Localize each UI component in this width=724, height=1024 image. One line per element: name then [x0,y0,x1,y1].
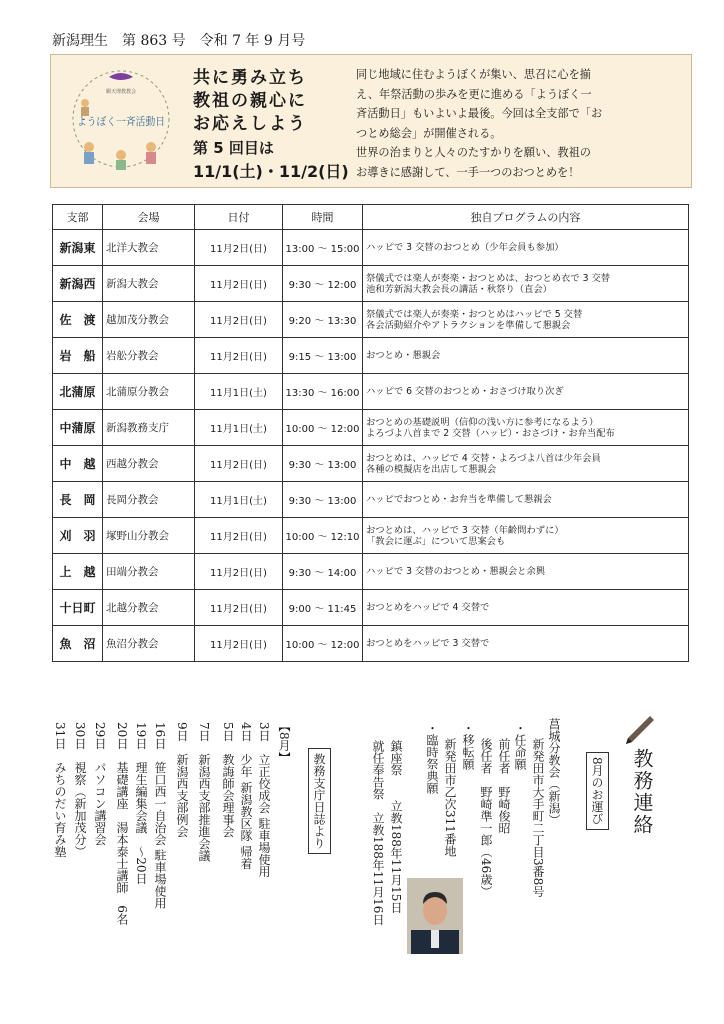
venue-cell: 越加茂分教会 [103,302,195,338]
renraku-line: ・臨時祭典願 [425,722,439,794]
nisshi-line: 4日 少年 新潟教区隊 帰着 [239,722,253,870]
time-cell: 9:30 ～ 14:00 [283,554,363,590]
date-cell: 11月1日(土) [195,410,283,446]
nisshi-line: 30日 視察（新加茂分） [73,722,87,858]
branch-cell: 魚 沼 [53,626,103,662]
program-line: 各会活動紹介やアトラクションを準備して懇親会 [366,319,571,331]
table-row [53,554,689,590]
branch-cell: 上 越 [53,554,103,590]
title-line: お応えしよう [193,114,307,134]
logo-text: ようぼく一斉活動日 [77,115,176,128]
table-row [53,266,689,302]
program-cell [363,554,689,590]
intro-line: え、年祭活動の歩みを更に進める「ようぼく一 [356,87,592,101]
nisshi-line: 9日 新潟西支部例会 [175,722,189,838]
program-line: 祭儀式では楽人が奏楽・おつとめは、おつとめ衣で 3 交替 [366,272,611,284]
branch-cell: 刈 羽 [53,518,103,554]
program-line: ハッピでおつとめ・お弁当を準備して懇親会 [366,494,552,505]
program-line: 池和芳新潟大教会長の講話・秋祭り（直会） [366,283,552,295]
venue-cell: 長岡分教会 [103,482,195,518]
renraku-title: 教務連絡 [630,748,654,836]
program-cell [363,482,689,518]
table-row [53,302,689,338]
branch-cell: 中 越 [53,446,103,482]
header-venue: 会場 [103,205,195,230]
table-row [53,338,689,374]
time-cell: 13:00 ～ 15:00 [283,230,363,266]
time-cell: 9:30 ～ 13:00 [283,446,363,482]
program-line: よろづよ八首まで 2 交替（ハッピ）・おさづけ・お弁当配布 [366,427,615,439]
program-line: ハッピで 3 交替のおつとめ・懇親会と余興 [366,566,546,577]
nisshi-line: 20日 基礎講座 湯本泰士講師 6名 [115,722,129,925]
program-cell [363,266,689,302]
nisshi-title: 教務支庁日誌より [308,748,331,854]
venue-cell: 新潟教務支庁 [103,410,195,446]
program-cell [363,626,689,662]
program-line: ハッピで 6 交替のおつとめ・おさづけ取り次ぎ [366,386,564,397]
nisshi-month: 【8月】 [277,720,291,764]
nisshi-line: 19日 理生編集会議 ～20日 [134,722,148,885]
nisshi-line: 7日 新潟西支部推進会議 [197,722,211,862]
venue-cell: 田端分教会 [103,554,195,590]
logo-caption: 願天理教教会 [105,89,137,95]
round-label: 第 5 回目は [193,139,274,157]
date-cell: 11月2日(日) [195,518,283,554]
time-cell: 9:00 ～ 11:45 [283,590,363,626]
portrait-photo [407,878,463,954]
table-row [53,482,689,518]
program-line: ハッピで 3 交替のおつとめ（少年会員も参加） [366,242,564,253]
title-line: 共に勇み立ち [193,68,307,88]
event-banner [50,54,692,188]
venue-cell: 新潟大教会 [103,266,195,302]
table-row [53,518,689,554]
program-line: おつとめは、ハッピで 3 交替（年齢問わずに） [366,524,564,536]
branch-cell: 岩 船 [53,338,103,374]
program-cell [363,374,689,410]
program-line: 各種の模擬店を出店して懇親会 [366,463,497,475]
program-line: おつとめをハッピで 4 交替で [366,602,490,613]
renraku-line: ・移転願 [461,722,475,770]
branch-cell: 長 岡 [53,482,103,518]
program-line: 「教会に運ぶ」について思案会も [366,535,506,547]
banner-title [193,67,307,136]
event-dates: 11/1(土)・11/2(日) [193,162,349,181]
program-cell [363,410,689,446]
header-time: 時間 [283,205,363,230]
hakobi-label: 8月のお運び [586,752,609,830]
venue-cell: 岩舩分教会 [103,338,195,374]
date-cell: 11月2日(日) [195,626,283,662]
time-cell: 10:00 ～ 12:00 [283,410,363,446]
venue-cell: 北越分教会 [103,590,195,626]
intro-line: 同じ地域に住むようぼくが集い、思召に心を揃 [356,68,591,81]
intro-line: 斉活動日」もいよいよ最後。今回は全支部で「お [356,107,603,120]
date-cell: 11月2日(日) [195,446,283,482]
nisshi-line: 31日 みちのだい育み塾 [53,722,67,858]
date-cell: 11月1日(土) [195,374,283,410]
renraku-line: 前任者 野崎俊昭 [497,738,511,834]
branch-cell: 佐 渡 [53,302,103,338]
date-cell: 11月2日(日) [195,590,283,626]
renraku-line: ・任命願 [513,722,527,770]
renraku-line: 後任者 野崎準一郎（46歳） [479,738,493,898]
table-row [53,446,689,482]
program-cell [363,230,689,266]
renraku-line: 就任奉告祭 立教188年11月16日 [371,740,385,926]
nisshi-line: 29日 パソコン講習会 [93,722,107,846]
program-line: 祭儀式では楽人が奏楽・おつとめはハッピで 5 交替 [366,308,583,320]
branch-cell: 新潟西 [53,266,103,302]
venue-cell: 塚野山分教会 [103,518,195,554]
issue-header: 新潟理生 第 863 号 令和 7 年 9 月号 [52,33,306,49]
program-cell [363,338,689,374]
time-cell: 9:30 ～ 12:00 [283,266,363,302]
table-row [53,230,689,266]
time-cell: 10:00 ～ 12:00 [283,626,363,662]
venue-cell: 西越分教会 [103,446,195,482]
date-cell: 11月2日(日) [195,266,283,302]
venue-cell: 北蒲原分教会 [103,374,195,410]
renraku-line: 鎮座祭 立教188年11月15日 [389,740,403,914]
activity-day-logo [65,63,177,173]
program-line: おつとめの基礎説明（信仰の浅い方に参考になるよう） [366,416,599,428]
date-cell: 11月2日(日) [195,338,283,374]
time-cell: 9:30 ～ 13:00 [283,482,363,518]
nisshi-line: 3日 立正佼成会 駐車場使用 [257,722,271,878]
program-line: おつとめ・懇親会 [366,350,441,361]
branch-cell: 新潟東 [53,230,103,266]
program-cell [363,518,689,554]
renraku-line: 新発田市大手町二丁目3番8号 [531,738,545,898]
header-program: 独自プログラムの内容 [363,205,689,230]
intro-line: 世界の治まりと人々のたすかりを願い、教祖の [356,146,591,159]
program-cell [363,302,689,338]
table-row [53,410,689,446]
header-date: 日付 [195,205,283,230]
date-cell: 11月1日(土) [195,482,283,518]
renraku-line: 菖城分教会（新潟） [547,718,561,826]
pen-icon [620,712,656,748]
table-row [53,590,689,626]
venue-cell: 北洋大教会 [103,230,195,266]
branch-cell: 中蒲原 [53,410,103,446]
table-header-row [53,205,689,230]
banner-intro [356,65,688,182]
date-cell: 11月2日(日) [195,230,283,266]
time-cell: 9:20 ～ 13:30 [283,302,363,338]
date-cell: 11月2日(日) [195,302,283,338]
program-line: おつとめをハッピで 3 交替で [366,638,490,649]
table-row [53,626,689,662]
branch-cell: 北蒲原 [53,374,103,410]
schedule-table [52,204,689,662]
program-line: おつとめは、ハッピで 4 交替・よろづよ八首は少年会員 [366,452,601,464]
time-cell: 13:30 ～ 16:00 [283,374,363,410]
time-cell: 10:00 ～ 12:10 [283,518,363,554]
venue-cell: 魚沼分教会 [103,626,195,662]
intro-line: お導きに感謝して、一手一つのおつとめを！ [356,165,580,179]
nisshi-line: 16日 笹口西一自治会 駐車場使用 [153,722,167,910]
header-branch: 支部 [53,205,103,230]
title-line: 教祖の親心に [193,91,307,111]
branch-cell: 十日町 [53,590,103,626]
table-row [53,374,689,410]
renraku-line: 新発田市乙次311番地 [443,738,457,857]
program-cell [363,446,689,482]
nisshi-line: 5日 教誨師会理事会 [221,722,235,838]
date-cell: 11月2日(日) [195,554,283,590]
time-cell: 9:15 ～ 13:00 [283,338,363,374]
program-cell [363,590,689,626]
intro-line: つとめ総会」が開催される。 [356,126,502,140]
